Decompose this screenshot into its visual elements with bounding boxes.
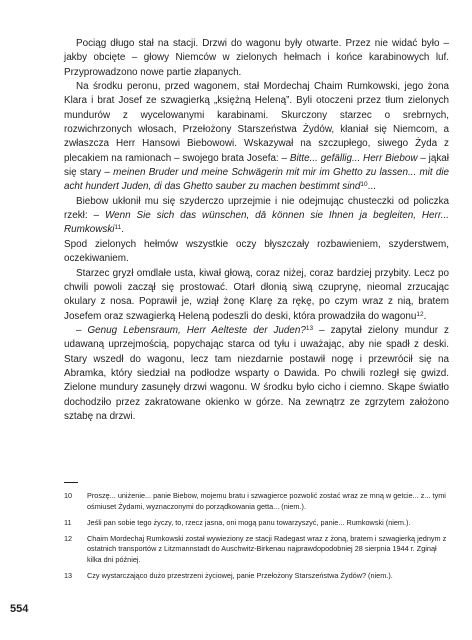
footnote-ref: 13: [305, 324, 314, 332]
text-run: – jąkał się stary –: [64, 152, 449, 179]
footnotes: [64, 491, 449, 587]
text-run: Spod zielonych hełmów wszystkie oczy błyszczały rozbawieniem, szyderstwem, oczekiwaniem.: [64, 238, 449, 265]
footnote-number: 12: [64, 533, 73, 543]
footnote-text: Jeśli pan sobie tego życzy, to, rzecz jasna, oni mogą panu towarzyszyć, panie... Rumkowski (niem.).: [87, 517, 411, 527]
footnote-text: Chaim Mordechaj Rumkowski został wywieziony ze stacji Radegast wraz z żoną, bratem i szwagierką jednym z ostatnich transportów z Litzmannstadt do Auschwitz-Birkenau najprawdopodobniej 28 sierpnia 1944 r. Zginął kilka dni później.: [87, 533, 447, 564]
paragraph: [64, 238, 449, 267]
text-run: .: [423, 310, 427, 322]
italic-text: Wenn Sie sich das wünschen, dā können sie Ihnen ja begleiten, Herr... Rumkowski: [64, 210, 449, 236]
footnote-number: 13: [64, 570, 73, 580]
text-run: ...: [367, 181, 376, 193]
paragraph: [64, 37, 449, 80]
text-run: Biebow ukłonił mu się szyderczo uprzejmie i nie odejmując chusteczki od policzka rzekł: –: [64, 195, 449, 222]
italic-text: Bitte... gefällig... Herr Biebow: [289, 152, 418, 164]
footnote-ref: 12: [416, 310, 424, 318]
paragraph: [64, 195, 449, 238]
footnote: [64, 491, 449, 512]
text-run: –: [76, 324, 88, 336]
text-run: – zapytał zielony mundur z udawaną uprzejmością, popychając starca od tyłu i uważając, aby nie spadł z deski. Stary wszedł do wagonu, lecz tam niezdarnie postawił nogę i przewrócił się na Abramka, który siedział na podłodze wsparty o Dawida. Po chwili rozległ się gwizd. Zielone mundury zasunęły drzwi wagonu. W środku było cicho i ciemno. Skąpe światło dochodziło przez zakratowane okienko w górze. Na zewnątrz ze zgrzytem założono sztabę na drzwi.: [64, 324, 449, 422]
footnote: [64, 571, 449, 582]
text-run: Starzec gryzł omdlałe usta, kiwał głową, coraz niżej, coraz bardziej przybity. Lecz po chwili powoli zaczął się prostować. Otarł dłonią siwą czuprynę, nieomal zrzucając okulary z nosa. Poprawił je, wziął żonę Klarę za rękę, po czym wraz z nią, bratem Josefem oraz szwagierką Heleną podeszli do deski, która prowadziła do wagonu: [64, 267, 449, 322]
footnote-number: 11: [64, 517, 72, 527]
footnote: [64, 534, 449, 566]
italic-text: meinen Bruder und meine Schwägerin mit mir im Ghetto zu lassen... mit die acht hundert Juden, di das Ghetto sauber zu machen bestimmt sind: [64, 167, 450, 193]
text-run: Na środku peronu, przed wagonem, stał Mordechaj Chaim Rumkowski, jego żona Klara i brat Josef ze szwagierką „księżną Heleną”. Byli otoczeni przez tłum zielonych mundurów z wycelowanymi karabinami. Skurczony starzec o srebrnych, rozwichrzonych włosach, Przełożony Starszeństwa Żydów, kłaniał się Niemcom, a zwłaszcza Herr Hansowi Biebowowi. Wskazywał na szczupłego, siwego Żyda z plecakiem na ramionach – swojego brata Josefa: –: [64, 81, 449, 164]
paragraph: [64, 80, 449, 195]
text-run: .: [121, 224, 124, 236]
paragraph: [64, 324, 449, 424]
footnote-ref: 11: [114, 224, 122, 232]
paragraph: [64, 267, 449, 324]
page-number: 554: [10, 603, 29, 615]
footnote-ref: 10: [360, 181, 368, 189]
footnote-number: 10: [64, 491, 73, 500]
text-run: Pociąg długo stał na stacji. Drzwi do wagonu były otwarte. Przez nie widać było – jakby obcięte – głowy Niemców w zielonych hełmach i końce karabinowych luf. Przyprowadzono nowe partie złapanych.: [64, 38, 449, 78]
footnote: [64, 518, 449, 529]
footnote-text: Czy wystarczająco dużo przestrzeni życiowej, panie Przełożony Starszeństwa Żydów? (niem.).: [87, 570, 393, 580]
footnote-divider: [64, 482, 78, 483]
footnote-text: Proszę... uniżenie... panie Biebow, mojemu bratu i szwagierce pozwolić zostać wraz ze mną w getcie... z... tymi ośmiuset Żydami, wyznaczonymi do porządkowania getta... (niem.).: [87, 491, 446, 511]
italic-text: Genug Lebensraum, Herr Aelteste der Juden?: [87, 324, 306, 336]
main-text: [64, 37, 449, 424]
